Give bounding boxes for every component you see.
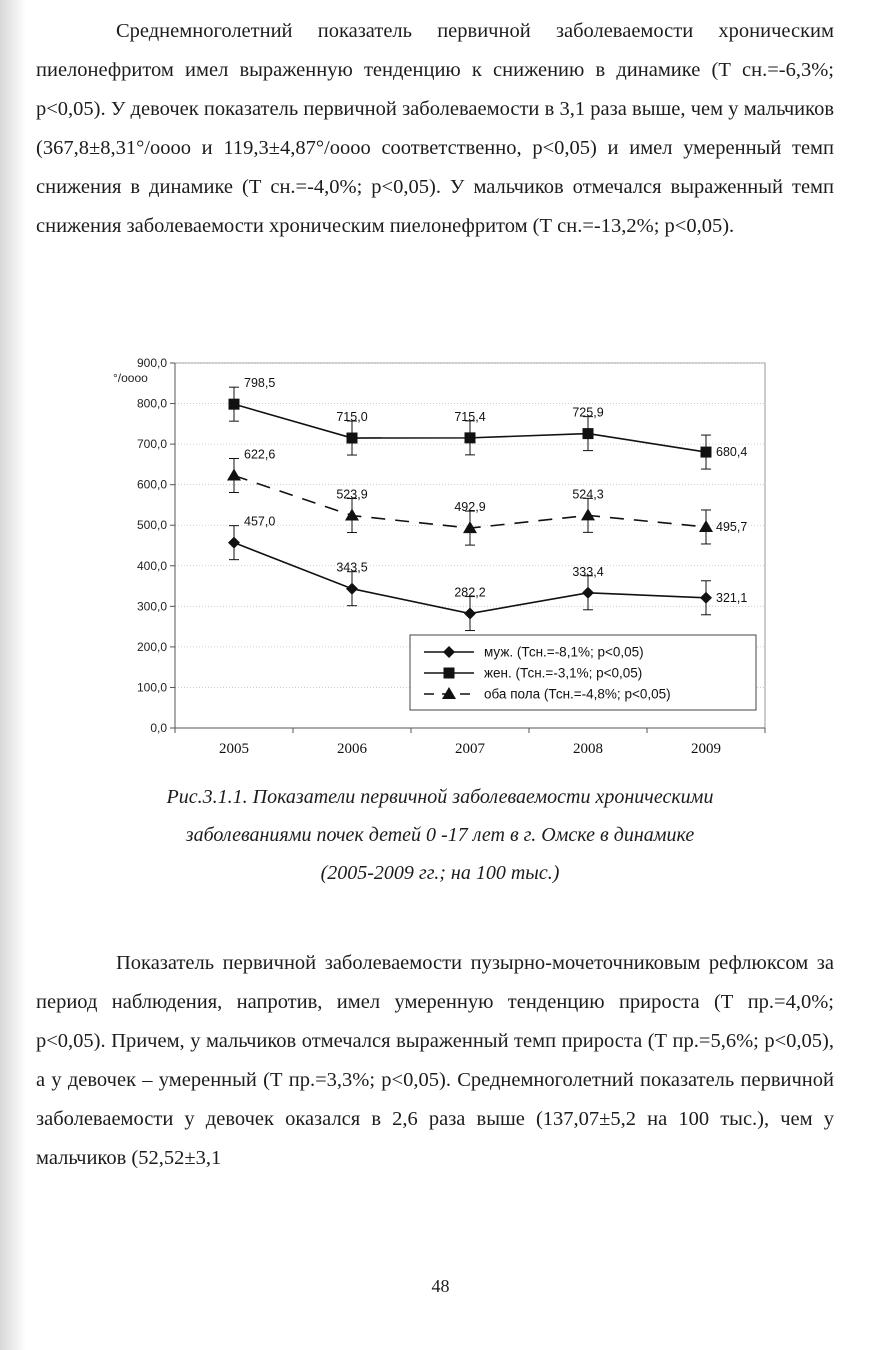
data-label: 457,0: [244, 514, 276, 529]
paragraph-pyelonephritis: Среднемноголетний показатель первичной заболеваемости хроническим пиелонефритом имел выраженную тенденцию к снижению в динамике (Т сн.=-6,3%; p<0,05). У девочек показатель первичной заболеваемости в 3,1 раза выше, чем у мальчиков (367,8±8,31°/oooo и 119,3±4,87°/oooo соответственно, p<0,05) и имел умеренный темп снижения в динамике (Т сн.=-4,0%; p<0,05). У мальчиков отмечался выраженный темп снижения заболеваемости хроническим пиелонефритом (Т сн.=-13,2%; p<0,05).: [36, 20, 834, 237]
y-tick-label: 900,0: [136, 356, 167, 370]
incidence-chart: [105, 355, 775, 765]
data-label: 622,6: [244, 447, 276, 462]
data-label: 282,2: [454, 585, 486, 600]
point-square: [347, 433, 358, 444]
data-label: 321,1: [716, 590, 748, 605]
page-number: 48: [431, 1276, 450, 1296]
data-label: 492,9: [454, 500, 486, 515]
data-label: 524,3: [572, 487, 604, 502]
x-tick-label: 2005: [219, 741, 249, 757]
point-square: [583, 428, 594, 439]
figure-caption: [60, 778, 820, 892]
data-label: 333,4: [572, 564, 604, 579]
data-label: 523,9: [336, 487, 368, 502]
data-label: 725,9: [572, 405, 604, 420]
paragraph-reflux: Показатель первичной заболеваемости пузырно-мочеточниковым рефлюксом за период наблюдения, напротив, имел умеренную тенденцию прироста (Т пр.=4,0%; p<0,05). Причем, у мальчиков отмечался выраженный темп прироста (Т пр.=5,6%; p<0,05), а у девочек – умеренный (Т пр.=3,3%; p<0,05). Среднемноголетний показатель первичной заболеваемости у девочек оказался в 2,6 раза выше (137,07±5,2 на 100 тыс.), чем у мальчиков (52,52±3,1: [36, 952, 834, 1169]
y-tick-label: 700,0: [136, 437, 167, 452]
data-label: 715,4: [454, 409, 486, 424]
x-tick-label: 2009: [691, 741, 721, 757]
y-tick-label: 0,0: [150, 721, 167, 735]
chart-legend: [410, 635, 756, 710]
legend-label: жен. (Тсн.=-3,1%; р<0,05): [484, 665, 643, 681]
x-tick-label: 2007: [455, 741, 485, 757]
point-square: [465, 432, 476, 443]
data-label: 798,5: [244, 376, 276, 391]
y-tick-label: 300,0: [136, 599, 167, 614]
legend-label: муж. (Тсн.=-8,1%; р<0,05): [484, 644, 644, 660]
x-tick-label: 2008: [573, 741, 603, 757]
caption-line-3: (2005-2009 гг.; на 100 тыс.): [320, 862, 560, 884]
point-square: [701, 447, 712, 458]
y-tick-label: 200,0: [136, 639, 167, 654]
x-tick-label: 2006: [337, 741, 367, 757]
y-tick-label: 500,0: [136, 518, 167, 533]
data-label: 715,0: [336, 410, 368, 425]
data-label: 343,5: [336, 560, 368, 575]
y-tick-label: 600,0: [136, 477, 167, 492]
data-label: 495,7: [716, 519, 748, 534]
y-unit-label: °/oooo: [113, 371, 148, 385]
caption-line-1: Рис.3.1.1. Показатели первичной заболеваемости хроническими: [166, 786, 714, 808]
point-square: [229, 399, 240, 410]
caption-line-2: заболеваниями почек детей 0 -17 лет в г. Омске в динамике: [185, 824, 695, 846]
scan-edge-shadow: [0, 0, 26, 1350]
y-tick-label: 800,0: [136, 396, 167, 411]
data-label: 680,4: [716, 445, 748, 460]
point-square: [444, 668, 455, 679]
y-tick-label: 100,0: [136, 680, 167, 695]
y-tick-label: 400,0: [136, 558, 167, 573]
legend-label: оба пола (Тсн.=-4,8%; р<0,05): [484, 686, 671, 702]
